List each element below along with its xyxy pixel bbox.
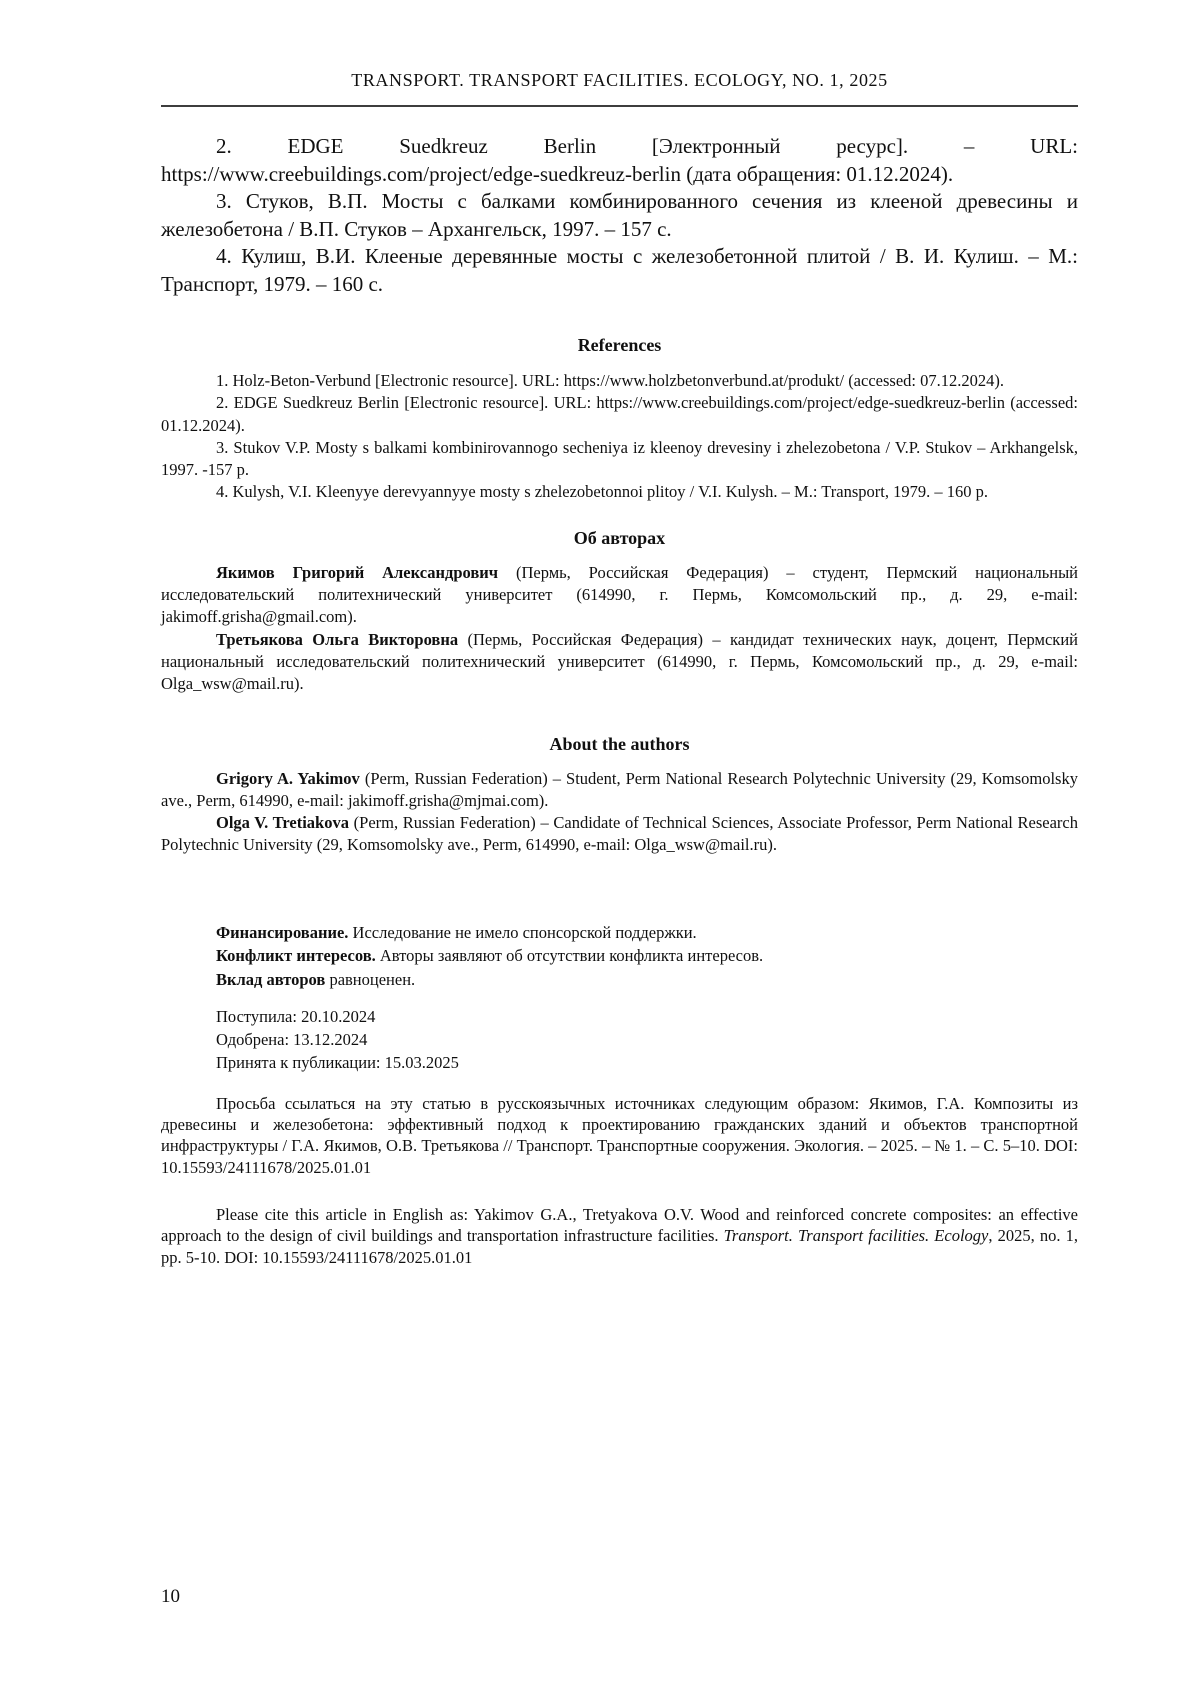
author-entry-en xyxy=(161,812,1078,857)
statement-text: Исследование не имело спонсорской поддержки. xyxy=(348,922,697,942)
funding-statement xyxy=(161,921,1078,945)
header-rule xyxy=(161,105,1078,107)
russian-references-continued xyxy=(161,133,1078,298)
citation-paragraph-en xyxy=(161,1204,1078,1269)
author-details: (Пермь, Российская Федерация) – студент, Пермский национальный исследовательский политехнический университет (614990, г. Пермь, Комсомольский пр., д. 29, e-mail: jakimoff.grisha@gmail.com). xyxy=(161,562,1078,627)
about-authors-en-list xyxy=(161,768,1078,857)
author-name: Olga V. Tretiakova xyxy=(216,813,349,833)
references-heading: References xyxy=(577,335,662,355)
about-authors-ru-heading: Об авторах xyxy=(573,527,666,548)
journal-title-header: TRANSPORT. TRANSPORT FACILITIES. ECOLOGY, NO. 1, 2025 xyxy=(351,70,888,90)
author-details: (Пермь, Российская Федерация) – кандидат технических наук, доцент, Пермский национальный исследовательский политехнический университет (614990, г. Пермь, Комсомольский пр., д. 29, e-mail: Olga_wsw@mail.ru). xyxy=(161,629,1078,694)
reference-item-en: 4. Kulysh, V.I. Kleenyye derevyannyye mosty s zhelezobetonnoi plitoy / V.I. Kulysh. – M.: Transport, 1979. – 160 p. xyxy=(216,482,988,502)
citation-en-text: Please cite this article in English as: Yakimov G.A., Tretyakova O.V. Wood and reinforced concrete composites: an effective approach to the design of civil buildings and transportation infrastructure facilities. xyxy=(161,1204,1078,1246)
date-received: Поступила: 20.10.2024 xyxy=(216,1006,376,1026)
author-name: Grigory A. Yakimov xyxy=(216,768,360,788)
author-entry-ru xyxy=(161,562,1078,629)
citation-en-tail: , 2025, no. 1, pp. 5-10. DOI: 10.15593/24111678/2025.01.01 xyxy=(161,1226,1078,1267)
statement-text: Авторы заявляют об отсутствии конфликта интересов. xyxy=(375,946,764,966)
reference-item-ru: 4. Кулиш, В.И. Клееные деревянные мосты с железобетонной плитой / В. И. Кулиш. – М.: Транспорт, 1979. – 160 с. xyxy=(161,244,1078,296)
about-authors-en-heading: About the authors xyxy=(549,733,690,754)
statement-label: Конфликт интересов. xyxy=(216,946,376,966)
date-accepted: Принята к публикации: 15.03.2025 xyxy=(216,1053,459,1073)
running-header xyxy=(161,0,1078,107)
statement-label: Финансирование. xyxy=(216,922,349,942)
author-details: (Perm, Russian Federation) – Student, Perm National Research Polytechnic University (29, Komsomolsky ave., Perm, 614990, e-mail: jakimoff.grisha@mjmai.com). xyxy=(161,768,1078,810)
about-authors-ru-list xyxy=(161,562,1078,696)
author-entry-ru xyxy=(161,629,1078,696)
reference-item-en: 2. EDGE Suedkreuz Berlin [Electronic resource]. URL: https://www.creebuildings.com/project/edge-suedkreuz-berlin (accessed: 01.12.2024). xyxy=(161,393,1078,435)
statement-text: равноценен. xyxy=(325,969,416,989)
references-list xyxy=(161,370,1078,504)
reference-item-ru: 2. EDGE Suedkreuz Berlin [Электронный ресурс]. – URL: https://www.creebuildings.com/project/edge-suedkreuz-berlin (дата обращения: 01.12.2024). xyxy=(161,134,1078,186)
author-name: Якимов Григорий Александрович xyxy=(216,562,499,582)
author-details: (Perm, Russian Federation) – Candidate of Technical Sciences, Associate Professor, Perm National Research Polytechnic University (29, Komsomolsky ave., Perm, 614990, e-mail: Olga_wsw@mail.ru). xyxy=(161,813,1078,855)
reference-item-en: 1. Holz-Beton-Verbund [Electronic resource]. URL: https://www.holzbetonverbund.at/produkt/ (accessed: 07.12.2024). xyxy=(216,371,1004,390)
date-approved: Одобрена: 13.12.2024 xyxy=(216,1029,368,1049)
contribution-statement xyxy=(161,968,1078,992)
article-dates xyxy=(161,1005,1078,1075)
reference-item-en: 3. Stukov V.P. Mosty s balkami kombinirovannogo secheniya iz kleenoy drevesiny i zhelezobetona / V.P. Stukov – Arkhangelsk, 1997. -157 p. xyxy=(161,437,1078,480)
conflict-statement xyxy=(161,944,1078,968)
reference-item-ru: 3. Стуков, В.П. Мосты с балками комбинированного сечения из клееной древесины и железобетона / В.П. Стуков – Архангельск, 1997. – 157 с. xyxy=(161,189,1078,241)
statement-label: Вклад авторов xyxy=(216,969,326,989)
citation-paragraph-ru: Просьба ссылаться на эту статью в русскоязычных источниках следующим образом: Якимов, Г.А. Композиты из древесины и железобетона: эффективный подход к проектированию гражданских зданий и объектов транспортной инфраструктуры / Г.А. Якимов, О.В. Третьякова // Транспорт. Транспортные сооружения. Экология. – 2025. – № 1. – С. 5–10. DOI: 10.15593/24111678/2025.01.01 xyxy=(161,1093,1078,1177)
page-number: 10 xyxy=(161,1586,180,1607)
author-entry-en xyxy=(161,768,1078,813)
author-name: Третьякова Ольга Викторовна xyxy=(216,629,459,649)
citation-en-journal-title: Transport. Transport facilities. Ecology xyxy=(723,1226,989,1246)
statements xyxy=(161,921,1078,992)
